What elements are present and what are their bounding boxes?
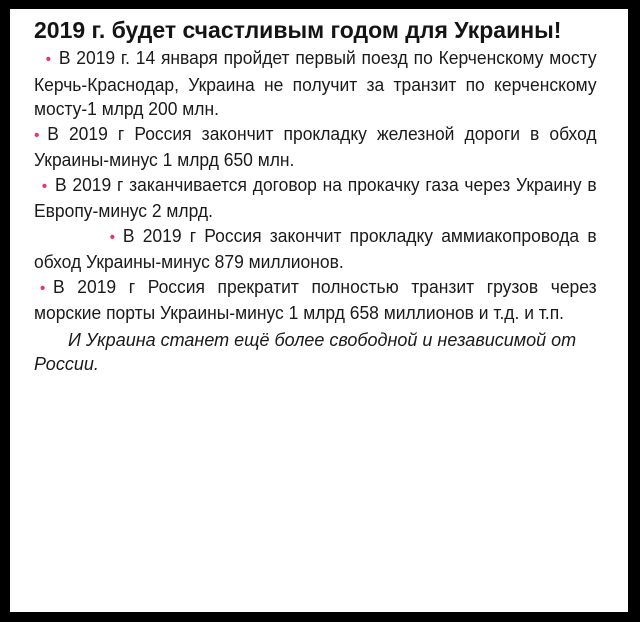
list-item bbox=[34, 122, 597, 173]
list-item bbox=[34, 173, 597, 224]
list-item bbox=[34, 46, 597, 122]
list-item bbox=[34, 275, 597, 326]
list-item-text: В 2019 г Россия закончит прокладку аммиакопровода в обход Украины-минус 879 миллионов. bbox=[34, 225, 597, 272]
list-item bbox=[34, 224, 597, 275]
list-item-text: В 2019 г Россия прекратит полностью транзит грузов через морские порты Украины-минус 1 млрд 658 миллионов и т.д. и т.п. bbox=[34, 276, 597, 323]
bullet-icon: • bbox=[41, 177, 48, 195]
bullet-icon: • bbox=[45, 51, 52, 68]
list-item-text: В 2019 г заканчивается договор на прокачку газа через Украину в Европу-минус 2 млрд. bbox=[34, 174, 597, 221]
headline: 2019 г. будет счастливым годом для Украины! bbox=[34, 17, 562, 43]
list-item-text: В 2019 г Россия закончит прокладку железной дороги в обход Украины-минус 1 млрд 650 млн. bbox=[34, 123, 597, 170]
list-item-text: В 2019 г. 14 января пройдет первый поезд по Керченскому мосту Керчь-Краснодар, Украина не получит за транзит по керченскому мосту-1 млрд 200 млн. bbox=[34, 48, 597, 119]
bullet-icon: • bbox=[109, 228, 116, 246]
bullet-icon: • bbox=[39, 279, 46, 297]
bullet-icon: • bbox=[34, 126, 40, 144]
closing-text: И Украина станет ещё более свободной и независимой от России. bbox=[34, 329, 577, 374]
meme-card bbox=[10, 9, 628, 612]
